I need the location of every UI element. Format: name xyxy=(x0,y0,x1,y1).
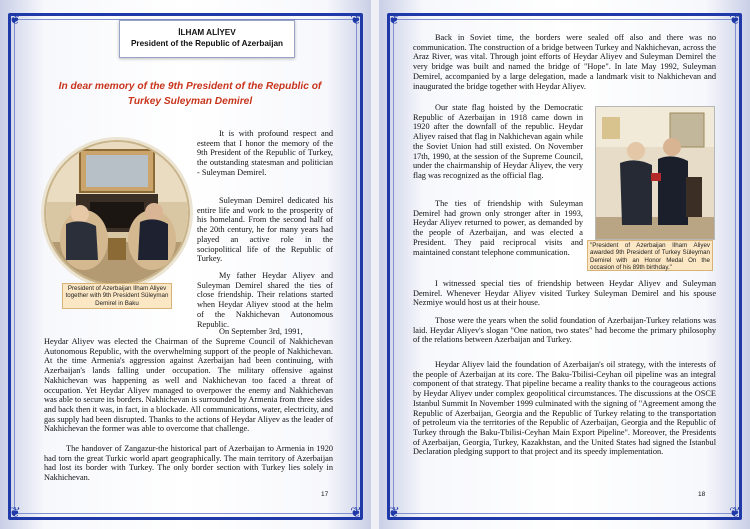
photo-caption: President of Azerbaijan Ilham Aliyev together with 9th President Süleyman Demirel in Baku xyxy=(62,283,172,309)
corner-ornament-icon: ❦ xyxy=(729,505,741,521)
photo-aliyev-demirel xyxy=(44,140,190,286)
photo-medal-award xyxy=(595,106,715,240)
photo-caption: "President of Azerbaijan Ilham Aliyev awarded 9th President of Turkey Süleyman Demirel with an Honor Medal On the occasion of his 89th birthday." xyxy=(587,240,713,271)
corner-ornament-icon: ❦ xyxy=(350,12,362,28)
corner-ornament-icon: ❦ xyxy=(388,505,400,521)
corner-ornament-icon: ❦ xyxy=(9,12,21,28)
author-header xyxy=(119,20,295,58)
paragraph: The ties of friendship with Suleyman Demirel had grown only stronger after in 1993, Heydar Aliyev returned to power, as demanded by the people of Azerbaijan, and was elected a President. They paid reciprocal visits and maintained constant telephone communication. xyxy=(413,199,583,257)
corner-ornament-icon: ❦ xyxy=(350,505,362,521)
award-photo xyxy=(596,107,714,239)
paragraph: Heydar Aliyev laid the foundation of Azerbaijan's oil strategy, with the interests of the people of Azerbaijan at its core. The Baku-Tbilisi-Ceyhan oil pipeline was an integral component of that strategy. That pipeline became a reality thanks to the courageous actions by Heydar Aliyev under complex geopolitical circumstances. The discussions at the OSCE Istanbul Summit In November 1999 culminated with the signing of "Agreement among the Republic of Azerbaijan, Georgia and the Republic of Turkey relating to the transportation of petroleum via the territories of the Republic of Azerbaijan, Georgia and the Republic of Turkey through the Baku-Tbilisi-Ceyhan Main Export Pipeline". Moreover, the Presidents of Azerbaijan, Georgia, Turkey, Kazakhstan, and the United States had signed the Istanbul Declaration pledging support to that project and its speedy implementation. xyxy=(413,360,716,457)
paragraph: I witnessed special ties of friendship between Heydar Aliyev and Suleyman Demirel. Whenever Heydar Aliyev visited Turkey Suleyman Demirel and his spouse Nezmiye would host us at their house. xyxy=(413,279,716,308)
paragraph: Back in Soviet time, the borders were sealed off also and there was no communication. The construction of a bridge between Turkey and Nakhichevan, across the Araz River, was vital. Through joint efforts of Heydar Aliyev and Suleyman Demirel the very bridge was built and named the bridge of "Hope". In late May 1992, Suleyman Demirel, accompanied by a large delegation, made a landmark visit to Nakhichevan and inaugurated the bridge together with Heydar Aliyev. xyxy=(413,33,716,91)
left-page xyxy=(0,0,371,529)
corner-ornament-icon: ❦ xyxy=(388,12,400,28)
paragraph: Heydar Aliyev was elected the Chairman of the Supreme Council of Nakhichevan Autonomous Republic, with the overwhelming support of the people of Nakhichevan. At the time Armenia's aggression against Azerbaijan had been continuing, with Azerbaijan's lands falling under occupation. The military offensive against Nakhichevan was happening as well and Nakhichevan too faced a threat of occupation. Yet Heydar Aliyev managed to overpower the enemy and Nakhichevan was able to secure its borders. Nakhichevan is surrounded by Armenia from three sides and back then it was, in fact, in a blockade. All communications, water, electricity, and gas supply had been disrupted. Thanks to the actions of Heydar Aliyev as the leader of Nakhichevan the former was able to overcome that challenge. xyxy=(44,337,333,434)
corner-ornament-icon: ❦ xyxy=(9,505,21,521)
author-title: President of the Republic of Azerbaijan xyxy=(130,39,284,48)
paragraph: Our state flag hoisted by the Democratic Republic of Azerbaijan in 1918 came down in 1920 after the downfall of the republic. Heydar Aliyev raised that flag in Nakhichevan again while the Soviet Union had still existed. On November 17th, 1990, at the session of the Supreme Council, under the chairmanship of Heydar Aliyev, the very flag was recognized as the official flag. xyxy=(413,103,583,180)
meeting-photo xyxy=(46,142,188,284)
author-name: İLHAM ALİYEV xyxy=(178,28,236,37)
paragraph: It is with profound respect and esteem that I honor the memory of the 9th President of the Republic of Turkey, the outstanding statesman and politician - Suleyman Demirel. xyxy=(197,129,333,177)
page-number: 17 xyxy=(321,491,329,498)
paragraph: On September 3rd, 1991, xyxy=(219,327,303,336)
paragraph: Those were the years when the solid foundation of Azerbaijan-Turkey relations was laid. Heydar Aliyev's slogan "One nation, two states" had become the primary philosophy of the relations between Azerbaijan and Turkey. xyxy=(413,316,716,345)
paragraph: My father Heydar Aliyev and Suleyman Demirel shared the ties of close friendship. Their relations started when Heydar Aliyev stood at the helm of the Nakhichevan Autonomous Republic. xyxy=(197,271,333,329)
paragraph: The handover of Zangazur-the historical part of Azerbaijan to Armenia in 1920 had torn the great Turkic world apart geographically. The main territory of Azerbaijan had lost its border with Turkey. The only border section with Turkey lies solely in Nakhichevan. xyxy=(44,444,333,483)
corner-ornament-icon: ❦ xyxy=(729,12,741,28)
article-title: In dear memory of the 9th President of the Republic of Turkey Suleyman Demirel xyxy=(58,81,322,107)
book-gutter xyxy=(371,0,379,529)
right-page xyxy=(379,0,750,529)
paragraph: Suleyman Demirel dedicated his entire life and work to the prosperity of his homeland. From the second half of the 20th century, he for many years had played an active role in the sociopolitical life of the Republic of Turkey. xyxy=(197,196,333,264)
page-number: 18 xyxy=(698,491,706,498)
